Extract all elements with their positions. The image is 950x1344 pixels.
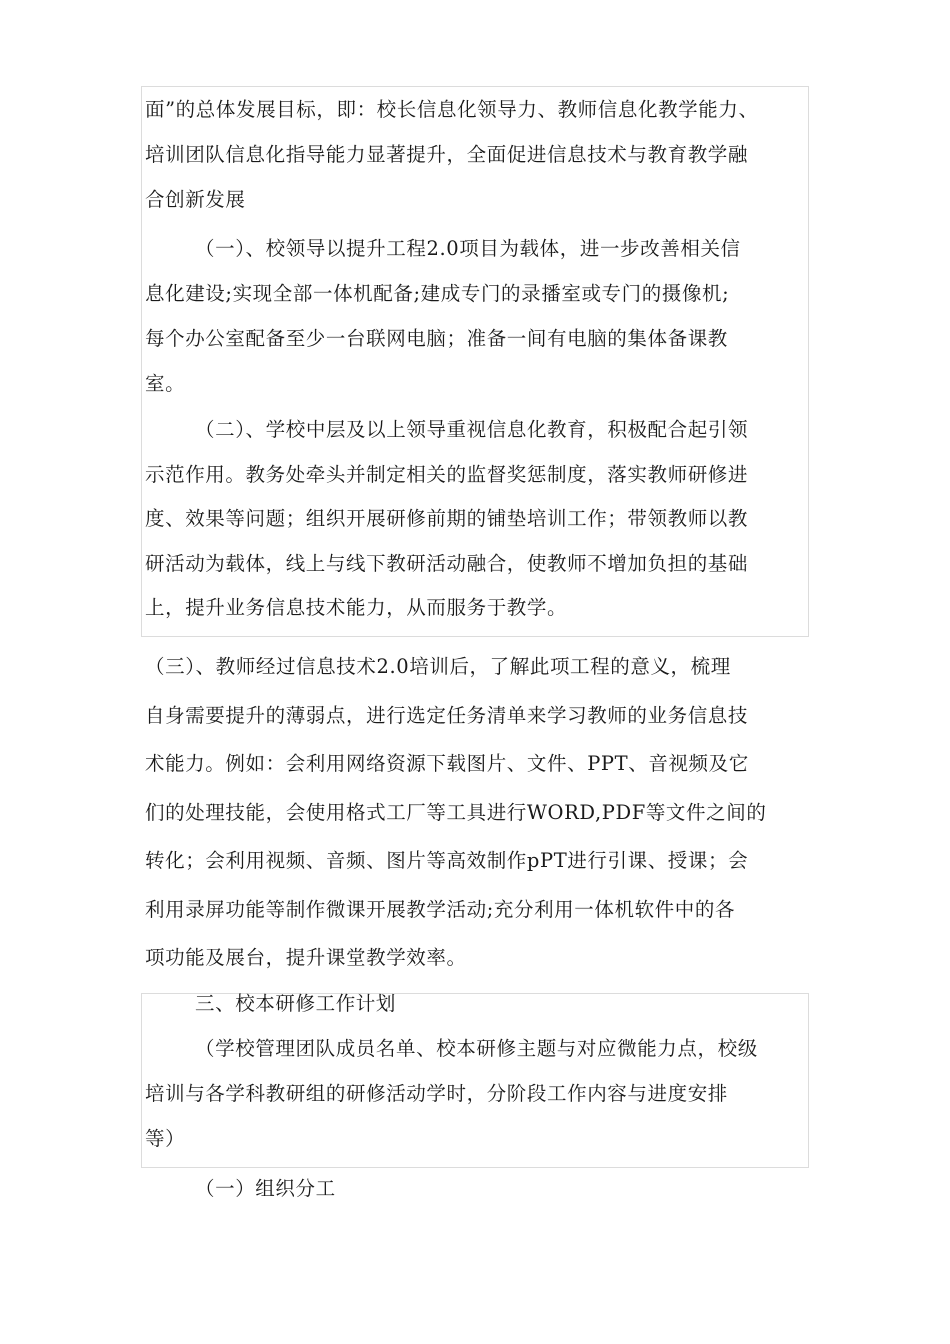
heading-text: 三、校本研修工作计划 xyxy=(195,992,397,1015)
section-3-note xyxy=(145,1026,815,1161)
text-line: 利用录屏功能等制作微课开展教学活动;充分利用一体机软件中的各 xyxy=(145,897,736,921)
text-line: 每个办公室配备至少一台联网电脑；准备一间有电脑的集体备课教 xyxy=(145,327,728,350)
paragraph-item-3 xyxy=(145,643,815,983)
paragraph-item-2 xyxy=(145,408,815,631)
text-line: （二）、学校中层及以上领导重视信息化教育，积极配合起引领 xyxy=(195,418,749,441)
text-line: （三）、教师经过信息技术2.0培训后，了解此项工程的意义，梳理 xyxy=(145,655,731,678)
subsection-1-heading xyxy=(145,1169,815,1209)
text-line: 自身需要提升的薄弱点，进行选定任务清单来学习教师的业务信息技 xyxy=(145,703,749,727)
text-line: 项功能及展台，提升课堂教学效率。 xyxy=(145,946,467,969)
text-line: 示范作用。教务处牵头并制定相关的监督奖惩制度，落实教师研修进 xyxy=(145,462,749,486)
paragraph-item-1 xyxy=(145,226,815,406)
text-line: （学校管理团队成员名单、校本研修主题与对应微能力点，校级 xyxy=(195,1037,758,1060)
text-line: 研活动为载体，线上与线下教研活动融合，使教师不增加负担的基础 xyxy=(145,551,749,575)
paragraph-goal-continued xyxy=(145,87,815,222)
text-line: 面”的总体发展目标，即：校长信息化领导力、教师信息化教学能力、 xyxy=(145,98,759,121)
text-line: 转化；会利用视频、音频、图片等高效制作pPT进行引课、授课；会 xyxy=(145,849,749,872)
text-line: 们的处理技能，会使用格式工厂等工具进行WORD,PDF等文件之间的 xyxy=(145,800,767,824)
text-line: 息化建设;实现全部一体机配备;建成专门的录播室或专门的摄像机; xyxy=(145,282,730,305)
section-3-heading xyxy=(145,984,815,1024)
text-line: 室。 xyxy=(145,372,186,395)
text-line: 培训团队信息化指导能力显著提升，全面促进信息技术与教育教学融 xyxy=(145,143,749,166)
text-line: （一）、校领导以提升工程2.0项目为载体，进一步改善相关信 xyxy=(195,237,741,260)
heading-text: （一）组织分工 xyxy=(195,1177,336,1200)
text-line: 上，提升业务信息技术能力，从而服务于教学。 xyxy=(145,596,568,620)
text-line: 术能力。例如：会利用网络资源下载图片、文件、PPT、音视频及它 xyxy=(145,752,749,775)
text-line: 合创新发展 xyxy=(145,188,246,211)
text-line: 等） xyxy=(145,1127,186,1150)
text-line: 培训与各学科教研组的研修活动学时，分阶段工作内容与进度安排 xyxy=(145,1082,728,1105)
text-line: 度、效果等问题；组织开展研修前期的铺垫培训工作；带领教师以教 xyxy=(145,507,749,531)
